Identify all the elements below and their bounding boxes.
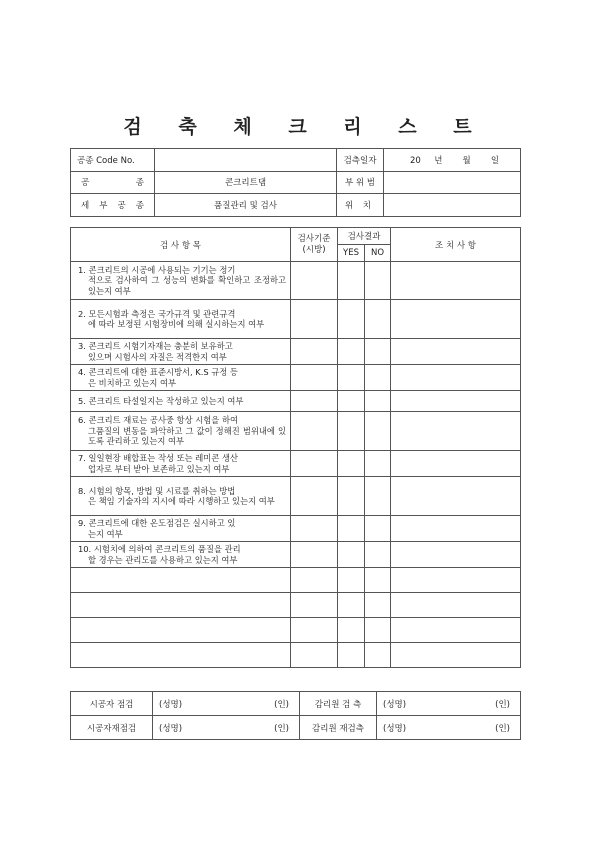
item-first-line: 5. 콘크리트 타설일지는 작성하고 있는지 여부 bbox=[78, 395, 244, 406]
row1-left-label: 시공자 점검 bbox=[71, 692, 153, 716]
location-label: 위 치 bbox=[337, 194, 384, 217]
row1-right-seal: (인) bbox=[495, 699, 510, 710]
item-continuation: 그품질의 변동을 파악하고 그 값이 정해진 범위내에 있도록 관리하고 있는지 여부 bbox=[88, 425, 286, 447]
standard-cell[interactable] bbox=[291, 542, 338, 568]
part-field[interactable] bbox=[384, 171, 521, 194]
row1-right-name: (성명) bbox=[383, 699, 407, 710]
item-text bbox=[71, 300, 291, 339]
action-cell[interactable] bbox=[391, 262, 521, 300]
item-continuation: 있으며 시험사의 자질은 적격한지 여부 bbox=[88, 351, 227, 362]
item-text bbox=[71, 391, 291, 412]
row2-left-sign-field[interactable] bbox=[153, 716, 300, 740]
item-continuation: 에 따라 보정된 시험장비에 의해 실시하는지 여부 bbox=[88, 319, 265, 329]
standard-cell[interactable] bbox=[291, 365, 338, 391]
work-code-label: 공종 Code No. bbox=[71, 149, 155, 172]
action-cell[interactable] bbox=[391, 451, 521, 477]
item-text bbox=[71, 365, 291, 391]
item-first-line: 7. 일일현장 배합표는 작성 또는 레미콘 생산 bbox=[78, 453, 238, 463]
no-cell[interactable] bbox=[365, 451, 391, 477]
no-cell[interactable] bbox=[365, 568, 391, 593]
no-cell[interactable] bbox=[365, 516, 391, 542]
col-no-header: NO bbox=[365, 245, 391, 262]
date-field[interactable] bbox=[384, 149, 521, 172]
yes-cell[interactable] bbox=[338, 365, 365, 391]
yes-cell[interactable] bbox=[338, 593, 365, 618]
checklist-row bbox=[71, 477, 521, 516]
col-action-header: 조 치 사 항 bbox=[391, 228, 521, 262]
col-item-header: 검 사 항 목 bbox=[71, 228, 291, 262]
action-cell[interactable] bbox=[391, 412, 521, 451]
action-cell[interactable] bbox=[391, 568, 521, 593]
col-standard-header bbox=[291, 228, 338, 262]
row1-left-seal: (인) bbox=[274, 699, 289, 710]
item-first-line: 2. 모든시험과 측정은 국가규격 및 관련규격 bbox=[78, 308, 236, 319]
detail-field[interactable]: 품질관리 및 검사 bbox=[155, 194, 337, 217]
no-cell[interactable] bbox=[365, 643, 391, 668]
standard-cell[interactable] bbox=[291, 618, 338, 643]
item-text bbox=[71, 516, 291, 542]
checklist-row bbox=[71, 516, 521, 542]
yes-cell[interactable] bbox=[338, 300, 365, 339]
checklist-row bbox=[71, 451, 521, 477]
checklist-row bbox=[71, 262, 521, 300]
action-cell[interactable] bbox=[391, 339, 521, 365]
empty-row bbox=[71, 618, 521, 643]
standard-cell[interactable] bbox=[291, 477, 338, 516]
signature-table bbox=[70, 691, 521, 740]
col-standard-line2: (시방) bbox=[302, 244, 326, 255]
item-continuation: 은 비치하고 있는지 여부 bbox=[88, 377, 177, 388]
yes-cell[interactable] bbox=[338, 516, 365, 542]
yes-cell[interactable] bbox=[338, 643, 365, 668]
row1-left-name: (성명) bbox=[159, 699, 183, 710]
standard-cell[interactable] bbox=[291, 412, 338, 451]
standard-cell[interactable] bbox=[291, 643, 338, 668]
no-cell[interactable] bbox=[365, 339, 391, 365]
detail-label: 세 부 공 종 bbox=[71, 194, 155, 217]
item-continuation: 은 책임 기술자의 지시에 따라 시행하고 있는지 여부 bbox=[88, 496, 275, 506]
row2-right-sign-field[interactable] bbox=[377, 716, 521, 740]
checklist-row bbox=[71, 412, 521, 451]
no-cell[interactable] bbox=[365, 412, 391, 451]
work-code-field[interactable] bbox=[155, 149, 337, 172]
yes-cell[interactable] bbox=[338, 412, 365, 451]
yes-cell[interactable] bbox=[338, 568, 365, 593]
item-text bbox=[71, 593, 291, 618]
col-yes-header: YES bbox=[338, 245, 365, 262]
no-cell[interactable] bbox=[365, 542, 391, 568]
item-first-line: 8. 시험의 항목, 방법 및 시료를 취하는 방법 bbox=[78, 485, 236, 496]
yes-cell[interactable] bbox=[338, 618, 365, 643]
page-title: 검 축 체 크 리 스 트 bbox=[123, 116, 487, 138]
item-text bbox=[71, 451, 291, 477]
standard-cell[interactable] bbox=[291, 516, 338, 542]
empty-row bbox=[71, 593, 521, 618]
item-first-line: 9. 콘크리트에 대한 온도점검은 실시하고 있 bbox=[78, 518, 236, 528]
row1-left-sign-field[interactable] bbox=[153, 692, 300, 716]
action-cell[interactable] bbox=[391, 618, 521, 643]
action-cell[interactable] bbox=[391, 391, 521, 412]
standard-cell[interactable] bbox=[291, 593, 338, 618]
yes-cell[interactable] bbox=[338, 339, 365, 365]
item-text bbox=[71, 412, 291, 451]
yes-cell[interactable] bbox=[338, 391, 365, 412]
action-cell[interactable] bbox=[391, 365, 521, 391]
checklist-row bbox=[71, 300, 521, 339]
item-continuation: 업자로 부터 받아 보존하고 있는지 여부 bbox=[88, 463, 230, 474]
no-cell[interactable] bbox=[365, 477, 391, 516]
empty-row bbox=[71, 643, 521, 668]
no-cell[interactable] bbox=[365, 618, 391, 643]
standard-cell[interactable] bbox=[291, 391, 338, 412]
item-continuation: 할 경우는 관리도를 사용하고 있는지 여부 bbox=[88, 554, 238, 565]
row2-left-seal: (인) bbox=[274, 723, 289, 734]
yes-cell[interactable] bbox=[338, 477, 365, 516]
empty-row bbox=[71, 568, 521, 593]
item-first-line: 10. 시험치에 의하여 콘크리트의 품질을 관리 bbox=[78, 544, 241, 554]
standard-cell[interactable] bbox=[291, 339, 338, 365]
item-first-line: 6. 콘크리트 재료는 공사중 항상 시험을 하여 bbox=[78, 415, 238, 426]
standard-cell[interactable] bbox=[291, 300, 338, 339]
item-continuation: 적으로 검사하여 그 성능의 변화를 확인하고 조정하고 있는지 여부 bbox=[88, 275, 286, 296]
no-cell[interactable] bbox=[365, 262, 391, 300]
item-text bbox=[71, 477, 291, 516]
row2-left-name: (성명) bbox=[159, 723, 183, 734]
standard-cell[interactable] bbox=[291, 568, 338, 593]
date-value: 20 년 월 일 bbox=[410, 155, 500, 166]
item-text bbox=[71, 542, 291, 568]
row2-right-label: 감리원 재검측 bbox=[300, 716, 377, 740]
standard-cell[interactable] bbox=[291, 262, 338, 300]
checklist-row bbox=[71, 365, 521, 391]
item-text bbox=[71, 262, 291, 300]
standard-cell[interactable] bbox=[291, 451, 338, 477]
action-cell[interactable] bbox=[391, 593, 521, 618]
checklist-row bbox=[71, 542, 521, 568]
item-text bbox=[71, 643, 291, 668]
no-cell[interactable] bbox=[365, 391, 391, 412]
row1-right-sign-field[interactable] bbox=[377, 692, 521, 716]
action-cell[interactable] bbox=[391, 477, 521, 516]
yes-cell[interactable] bbox=[338, 542, 365, 568]
yes-cell[interactable] bbox=[338, 451, 365, 477]
col-standard-line1: 검사기준 bbox=[297, 233, 331, 244]
row1-right-label: 감리원 검 측 bbox=[300, 692, 377, 716]
no-cell[interactable] bbox=[365, 300, 391, 339]
item-text bbox=[71, 568, 291, 593]
item-continuation: 는지 여부 bbox=[88, 528, 123, 539]
item-text bbox=[71, 618, 291, 643]
header-table bbox=[70, 148, 521, 217]
no-cell[interactable] bbox=[365, 365, 391, 391]
item-first-line: 1. 콘크리트의 시공에 사용되는 기기는 정기 bbox=[78, 264, 236, 275]
action-cell[interactable] bbox=[391, 643, 521, 668]
item-first-line: 4. 콘크리트에 대한 표준시방서, K.S 규정 등 bbox=[78, 367, 238, 377]
location-field[interactable] bbox=[384, 194, 521, 217]
action-cell[interactable] bbox=[391, 542, 521, 568]
checklist-table bbox=[70, 227, 521, 668]
col-result-header: 검사결과 bbox=[338, 228, 391, 245]
work-type-label: 공 종 bbox=[71, 171, 155, 194]
row2-right-name: (성명) bbox=[383, 723, 407, 734]
item-first-line: 3. 콘크리트 시험기자재는 충분히 보유하고 bbox=[78, 341, 233, 351]
part-label: 부 위 범 bbox=[337, 171, 384, 194]
checklist-row bbox=[71, 339, 521, 365]
action-cell[interactable] bbox=[391, 516, 521, 542]
row2-right-seal: (인) bbox=[495, 723, 510, 734]
item-text bbox=[71, 339, 291, 365]
work-type-field[interactable]: 콘크리트댐 bbox=[155, 171, 337, 194]
no-cell[interactable] bbox=[365, 593, 391, 618]
action-cell[interactable] bbox=[391, 300, 521, 339]
checklist-row bbox=[71, 391, 521, 412]
date-label: 검측일자 bbox=[337, 149, 384, 172]
row2-left-label: 시공자재점검 bbox=[71, 716, 153, 740]
yes-cell[interactable] bbox=[338, 262, 365, 300]
